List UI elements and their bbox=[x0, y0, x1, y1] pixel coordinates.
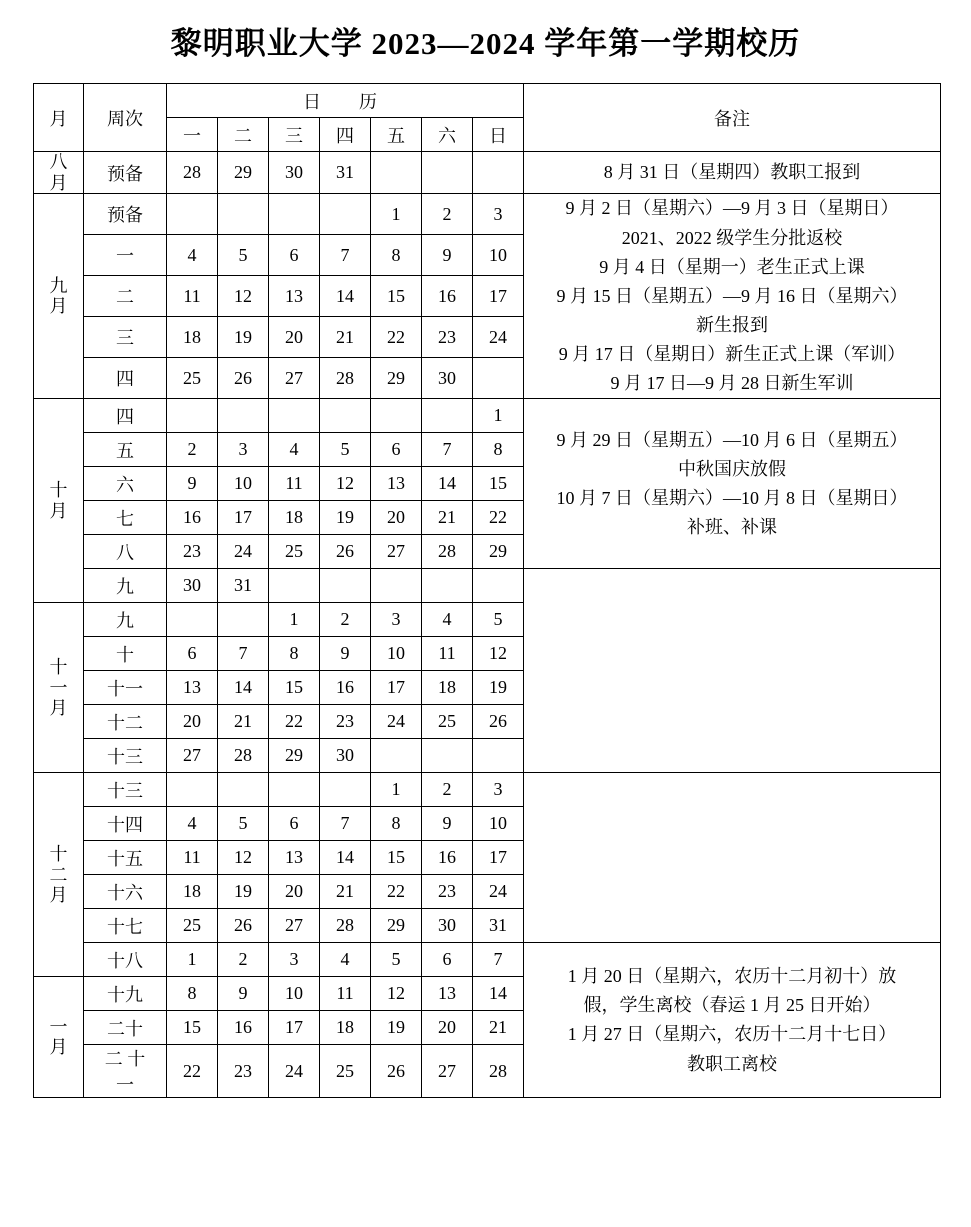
day-cell: 9 bbox=[218, 977, 269, 1011]
day-cell bbox=[371, 739, 422, 773]
day-cell: 19 bbox=[371, 1011, 422, 1045]
day-cell: 18 bbox=[269, 501, 320, 535]
day-cell: 1 bbox=[473, 399, 524, 433]
day-cell: 21 bbox=[473, 1011, 524, 1045]
day-cell: 14 bbox=[422, 467, 473, 501]
day-cell: 23 bbox=[218, 1045, 269, 1098]
header-note: 备注 bbox=[524, 84, 941, 152]
day-cell: 5 bbox=[320, 433, 371, 467]
day-cell: 28 bbox=[167, 152, 218, 194]
day-cell: 22 bbox=[269, 705, 320, 739]
day-cell bbox=[167, 603, 218, 637]
day-cell: 20 bbox=[371, 501, 422, 535]
day-cell: 1 bbox=[269, 603, 320, 637]
day-cell: 14 bbox=[218, 671, 269, 705]
day-cell bbox=[320, 399, 371, 433]
day-cell: 11 bbox=[167, 276, 218, 317]
day-cell: 19 bbox=[320, 501, 371, 535]
day-cell: 13 bbox=[269, 276, 320, 317]
day-cell: 11 bbox=[167, 841, 218, 875]
page-title: 黎明职业大学 2023—2024 学年第一学期校历 bbox=[170, 26, 801, 61]
month-cell: 十 二 月 bbox=[34, 773, 84, 977]
note-line: 1 月 20 日（星期六，农历十二月初十）放 bbox=[567, 966, 897, 987]
day-cell: 27 bbox=[269, 909, 320, 943]
day-cell: 16 bbox=[422, 841, 473, 875]
week-number-cell: 九 bbox=[84, 603, 167, 637]
table-body bbox=[34, 152, 941, 1098]
day-cell: 12 bbox=[473, 637, 524, 671]
header-dow-mon: 一 bbox=[167, 118, 218, 152]
week-number-cell: 十六 bbox=[84, 875, 167, 909]
week-number-cell: 十四 bbox=[84, 807, 167, 841]
day-cell: 29 bbox=[371, 909, 422, 943]
day-cell bbox=[473, 569, 524, 603]
day-cell: 28 bbox=[320, 358, 371, 399]
day-cell: 23 bbox=[320, 705, 371, 739]
week-number-cell: 预备 bbox=[84, 152, 167, 194]
note-line: 9 月 2 日（星期六）—9 月 3 日（星期日） bbox=[565, 198, 899, 219]
day-cell: 28 bbox=[422, 535, 473, 569]
day-cell: 10 bbox=[269, 977, 320, 1011]
note-line: 8 月 31 日（星期四）教职工报到 bbox=[603, 162, 861, 183]
note-line: 9 月 29 日（星期五）—10 月 6 日（星期五） bbox=[556, 429, 908, 450]
day-cell: 6 bbox=[269, 807, 320, 841]
day-cell: 27 bbox=[422, 1045, 473, 1098]
day-cell: 23 bbox=[422, 875, 473, 909]
day-cell: 10 bbox=[371, 637, 422, 671]
note-line: 9 月 15 日（星期五）—9 月 16 日（星期六） bbox=[556, 285, 908, 306]
day-cell: 17 bbox=[473, 841, 524, 875]
note-cell bbox=[524, 569, 941, 773]
day-cell: 22 bbox=[473, 501, 524, 535]
day-cell: 17 bbox=[371, 671, 422, 705]
day-cell: 16 bbox=[320, 671, 371, 705]
week-number-cell: 二 十 一 bbox=[84, 1045, 167, 1098]
day-cell: 26 bbox=[218, 358, 269, 399]
day-cell: 2 bbox=[422, 773, 473, 807]
note-line: 2021、2022 级学生分批返校 bbox=[621, 227, 843, 248]
day-cell: 18 bbox=[422, 671, 473, 705]
day-cell: 14 bbox=[320, 276, 371, 317]
week-number-cell: 二十 bbox=[84, 1011, 167, 1045]
header-dow-sat: 六 bbox=[422, 118, 473, 152]
day-cell: 14 bbox=[320, 841, 371, 875]
week-number-cell: 十五 bbox=[84, 841, 167, 875]
month-cell: 九 月 bbox=[34, 194, 84, 399]
week-number-cell: 十二 bbox=[84, 705, 167, 739]
day-cell: 4 bbox=[167, 807, 218, 841]
note-cell bbox=[524, 194, 941, 399]
week-number-cell: 四 bbox=[84, 358, 167, 399]
day-cell: 20 bbox=[269, 875, 320, 909]
day-cell: 28 bbox=[218, 739, 269, 773]
day-cell: 21 bbox=[218, 705, 269, 739]
day-cell bbox=[422, 399, 473, 433]
week-number-cell: 十 bbox=[84, 637, 167, 671]
day-cell: 12 bbox=[218, 276, 269, 317]
day-cell: 6 bbox=[371, 433, 422, 467]
day-cell: 16 bbox=[167, 501, 218, 535]
day-cell: 30 bbox=[422, 909, 473, 943]
day-cell: 7 bbox=[422, 433, 473, 467]
week-number-cell: 十八 bbox=[84, 943, 167, 977]
day-cell: 19 bbox=[218, 317, 269, 358]
day-cell: 18 bbox=[167, 317, 218, 358]
day-cell: 30 bbox=[167, 569, 218, 603]
day-cell: 10 bbox=[218, 467, 269, 501]
day-cell bbox=[371, 569, 422, 603]
day-cell: 20 bbox=[422, 1011, 473, 1045]
day-cell: 25 bbox=[269, 535, 320, 569]
day-cell: 2 bbox=[218, 943, 269, 977]
day-cell: 25 bbox=[320, 1045, 371, 1098]
day-cell: 3 bbox=[473, 194, 524, 235]
day-cell: 29 bbox=[473, 535, 524, 569]
month-cell: 十 一 月 bbox=[34, 603, 84, 773]
day-cell: 9 bbox=[422, 807, 473, 841]
day-cell: 16 bbox=[218, 1011, 269, 1045]
day-cell bbox=[269, 399, 320, 433]
header-dow-fri: 五 bbox=[371, 118, 422, 152]
day-cell: 9 bbox=[422, 235, 473, 276]
day-cell: 4 bbox=[422, 603, 473, 637]
day-cell bbox=[320, 773, 371, 807]
day-cell: 4 bbox=[269, 433, 320, 467]
day-cell: 6 bbox=[422, 943, 473, 977]
day-cell: 31 bbox=[320, 152, 371, 194]
day-cell bbox=[218, 773, 269, 807]
header-dow-tue: 二 bbox=[218, 118, 269, 152]
month-cell: 一 月 bbox=[34, 977, 84, 1098]
day-cell: 13 bbox=[422, 977, 473, 1011]
day-cell: 12 bbox=[320, 467, 371, 501]
day-cell bbox=[167, 194, 218, 235]
day-cell: 5 bbox=[371, 943, 422, 977]
day-cell: 26 bbox=[371, 1045, 422, 1098]
week-number-cell: 八 bbox=[84, 535, 167, 569]
note-cell bbox=[524, 399, 941, 569]
day-cell bbox=[422, 739, 473, 773]
day-cell: 4 bbox=[167, 235, 218, 276]
day-cell: 9 bbox=[320, 637, 371, 671]
day-cell: 12 bbox=[218, 841, 269, 875]
note-line: 9 月 17 日（星期日）新生正式上课（军训） bbox=[558, 344, 906, 365]
day-cell: 14 bbox=[473, 977, 524, 1011]
day-cell: 15 bbox=[473, 467, 524, 501]
day-cell: 15 bbox=[371, 841, 422, 875]
day-cell: 24 bbox=[473, 317, 524, 358]
day-cell: 12 bbox=[371, 977, 422, 1011]
week-number-cell: 四 bbox=[84, 399, 167, 433]
day-cell: 25 bbox=[422, 705, 473, 739]
day-cell: 2 bbox=[422, 194, 473, 235]
month-cell: 八 月 bbox=[34, 152, 84, 194]
day-cell: 22 bbox=[371, 317, 422, 358]
day-cell: 23 bbox=[167, 535, 218, 569]
day-cell: 19 bbox=[218, 875, 269, 909]
note-cell bbox=[524, 943, 941, 1098]
day-cell bbox=[218, 399, 269, 433]
day-cell: 27 bbox=[371, 535, 422, 569]
day-cell bbox=[218, 603, 269, 637]
day-cell: 11 bbox=[320, 977, 371, 1011]
day-cell bbox=[167, 773, 218, 807]
note-line: 1 月 27 日（星期六，农历十二月十七日） bbox=[567, 1024, 897, 1045]
week-number-cell: 一 bbox=[84, 235, 167, 276]
week-number-cell: 三 bbox=[84, 317, 167, 358]
day-cell: 30 bbox=[269, 152, 320, 194]
table-row bbox=[34, 399, 941, 433]
day-cell: 26 bbox=[320, 535, 371, 569]
header-week: 周次 bbox=[84, 84, 167, 152]
day-cell: 13 bbox=[269, 841, 320, 875]
week-number-cell: 十三 bbox=[84, 773, 167, 807]
day-cell: 29 bbox=[218, 152, 269, 194]
day-cell: 24 bbox=[371, 705, 422, 739]
day-cell bbox=[218, 194, 269, 235]
week-number-cell: 二 bbox=[84, 276, 167, 317]
day-cell: 3 bbox=[269, 943, 320, 977]
day-cell bbox=[269, 569, 320, 603]
header-calendar: 日 历 bbox=[167, 84, 524, 118]
day-cell: 7 bbox=[218, 637, 269, 671]
table-row bbox=[34, 152, 941, 194]
day-cell: 8 bbox=[371, 807, 422, 841]
day-cell: 8 bbox=[473, 433, 524, 467]
day-cell: 25 bbox=[167, 358, 218, 399]
day-cell: 3 bbox=[218, 433, 269, 467]
day-cell: 31 bbox=[473, 909, 524, 943]
day-cell: 6 bbox=[269, 235, 320, 276]
day-cell: 27 bbox=[269, 358, 320, 399]
note-line: 10 月 7 日（星期六）—10 月 8 日（星期日） bbox=[556, 487, 908, 508]
day-cell: 17 bbox=[269, 1011, 320, 1045]
day-cell: 3 bbox=[371, 603, 422, 637]
week-number-cell: 七 bbox=[84, 501, 167, 535]
day-cell bbox=[269, 773, 320, 807]
note-line: 补班、补课 bbox=[687, 517, 778, 538]
day-cell: 5 bbox=[218, 235, 269, 276]
day-cell: 5 bbox=[218, 807, 269, 841]
day-cell: 28 bbox=[473, 1045, 524, 1098]
day-cell: 15 bbox=[371, 276, 422, 317]
table-header bbox=[34, 84, 941, 152]
day-cell bbox=[320, 194, 371, 235]
week-number-cell: 九 bbox=[84, 569, 167, 603]
day-cell bbox=[422, 152, 473, 194]
day-cell: 15 bbox=[269, 671, 320, 705]
day-cell: 7 bbox=[320, 235, 371, 276]
day-cell: 28 bbox=[320, 909, 371, 943]
day-cell bbox=[473, 358, 524, 399]
table-row bbox=[34, 194, 941, 235]
day-cell: 8 bbox=[269, 637, 320, 671]
day-cell: 20 bbox=[269, 317, 320, 358]
day-cell bbox=[473, 152, 524, 194]
day-cell: 8 bbox=[371, 235, 422, 276]
day-cell: 30 bbox=[422, 358, 473, 399]
week-number-cell: 十七 bbox=[84, 909, 167, 943]
day-cell: 18 bbox=[320, 1011, 371, 1045]
day-cell: 1 bbox=[167, 943, 218, 977]
day-cell: 10 bbox=[473, 235, 524, 276]
day-cell: 21 bbox=[320, 317, 371, 358]
header-dow-thu: 四 bbox=[320, 118, 371, 152]
day-cell: 3 bbox=[473, 773, 524, 807]
note-line: 教职工离校 bbox=[687, 1053, 778, 1074]
note-line: 新生报到 bbox=[696, 315, 769, 335]
day-cell: 10 bbox=[473, 807, 524, 841]
day-cell bbox=[167, 399, 218, 433]
day-cell: 21 bbox=[422, 501, 473, 535]
day-cell: 1 bbox=[371, 773, 422, 807]
day-cell: 22 bbox=[371, 875, 422, 909]
day-cell: 13 bbox=[167, 671, 218, 705]
week-number-cell: 预备 bbox=[84, 194, 167, 235]
day-cell: 13 bbox=[371, 467, 422, 501]
note-cell bbox=[524, 152, 941, 194]
day-cell: 19 bbox=[473, 671, 524, 705]
day-cell: 20 bbox=[167, 705, 218, 739]
day-cell: 24 bbox=[473, 875, 524, 909]
week-number-cell: 五 bbox=[84, 433, 167, 467]
day-cell: 26 bbox=[473, 705, 524, 739]
note-line: 9 月 4 日（星期一）老生正式上课 bbox=[599, 256, 865, 277]
note-line: 中秋国庆放假 bbox=[678, 458, 787, 479]
note-line: 9 月 17 日—9 月 28 日新生军训 bbox=[610, 373, 854, 394]
day-cell: 9 bbox=[167, 467, 218, 501]
day-cell bbox=[371, 152, 422, 194]
day-cell: 11 bbox=[422, 637, 473, 671]
week-number-cell: 十九 bbox=[84, 977, 167, 1011]
week-number-cell: 六 bbox=[84, 467, 167, 501]
week-number-cell: 十三 bbox=[84, 739, 167, 773]
day-cell: 31 bbox=[218, 569, 269, 603]
month-cell: 十 月 bbox=[34, 399, 84, 603]
day-cell: 8 bbox=[167, 977, 218, 1011]
day-cell: 2 bbox=[167, 433, 218, 467]
header-dow-wed: 三 bbox=[269, 118, 320, 152]
day-cell: 27 bbox=[167, 739, 218, 773]
day-cell: 7 bbox=[473, 943, 524, 977]
day-cell: 17 bbox=[218, 501, 269, 535]
day-cell bbox=[371, 399, 422, 433]
day-cell: 17 bbox=[473, 276, 524, 317]
day-cell: 21 bbox=[320, 875, 371, 909]
day-cell: 29 bbox=[269, 739, 320, 773]
day-cell: 15 bbox=[167, 1011, 218, 1045]
day-cell bbox=[422, 569, 473, 603]
academic-calendar-table bbox=[33, 83, 941, 1098]
table-row bbox=[34, 773, 941, 807]
day-cell: 24 bbox=[269, 1045, 320, 1098]
header-dow-sun: 日 bbox=[473, 118, 524, 152]
day-cell: 26 bbox=[218, 909, 269, 943]
day-cell: 24 bbox=[218, 535, 269, 569]
day-cell: 22 bbox=[167, 1045, 218, 1098]
day-cell: 2 bbox=[320, 603, 371, 637]
day-cell bbox=[269, 194, 320, 235]
header-month: 月 bbox=[34, 84, 84, 152]
note-line: 假，学生离校（春运 1 月 25 日开始） bbox=[583, 995, 881, 1016]
day-cell: 23 bbox=[422, 317, 473, 358]
day-cell: 7 bbox=[320, 807, 371, 841]
day-cell: 16 bbox=[422, 276, 473, 317]
day-cell bbox=[473, 739, 524, 773]
day-cell: 25 bbox=[167, 909, 218, 943]
day-cell: 5 bbox=[473, 603, 524, 637]
day-cell: 11 bbox=[269, 467, 320, 501]
day-cell: 6 bbox=[167, 637, 218, 671]
table-row bbox=[34, 569, 941, 603]
day-cell: 18 bbox=[167, 875, 218, 909]
day-cell: 1 bbox=[371, 194, 422, 235]
day-cell: 4 bbox=[320, 943, 371, 977]
day-cell bbox=[320, 569, 371, 603]
note-cell bbox=[524, 773, 941, 943]
day-cell: 30 bbox=[320, 739, 371, 773]
day-cell: 29 bbox=[371, 358, 422, 399]
week-number-cell: 十一 bbox=[84, 671, 167, 705]
table-row bbox=[34, 943, 941, 977]
